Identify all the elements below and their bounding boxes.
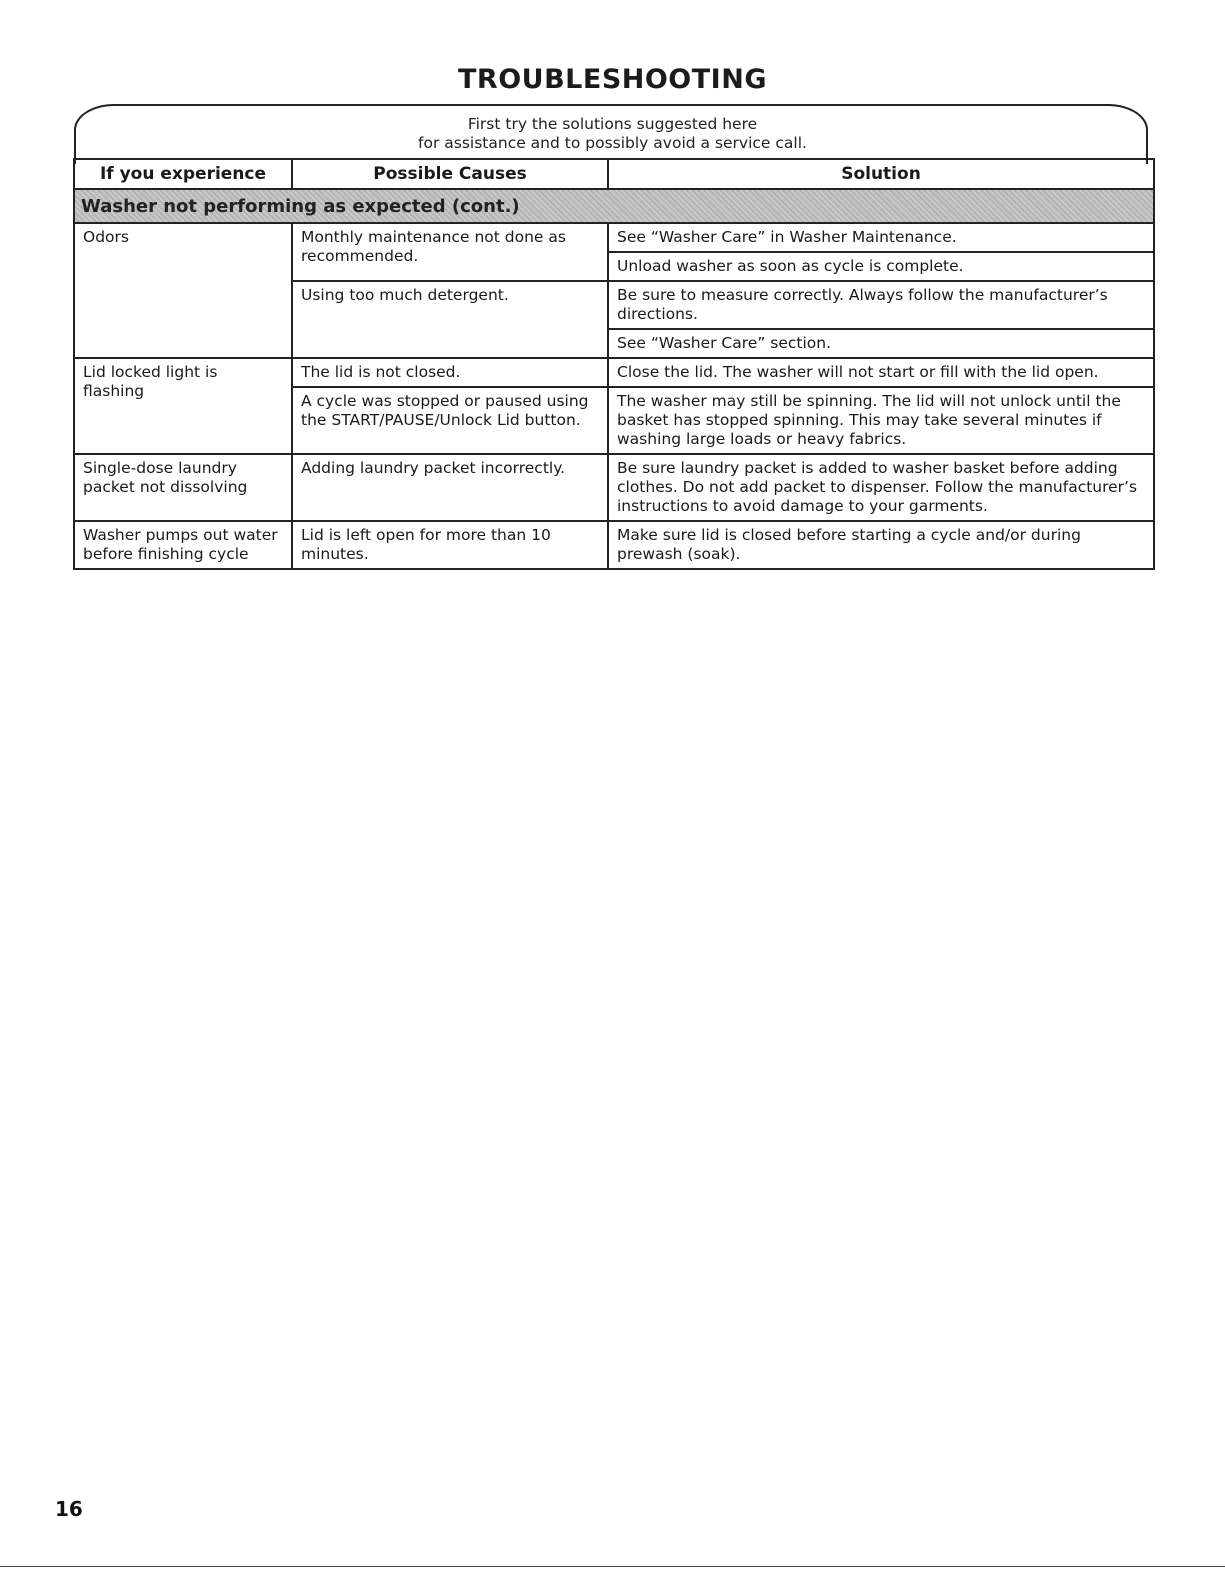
cause-cell: A cycle was stopped or paused using the START/PAUSE/Unlock Lid button. bbox=[292, 387, 608, 454]
symptom-cell: Odors bbox=[74, 223, 292, 358]
cause-cell: Monthly maintenance not done as recommended. bbox=[292, 223, 608, 281]
table-row bbox=[74, 223, 1154, 252]
solution-cell: See “Washer Care” section. bbox=[608, 329, 1154, 358]
intro-line-2: for assistance and to possibly avoid a service call. bbox=[418, 134, 807, 152]
cause-cell: Adding laundry packet incorrectly. bbox=[292, 454, 608, 521]
header-causes: Possible Causes bbox=[292, 159, 608, 189]
solution-cell: Unload washer as soon as cycle is complete. bbox=[608, 252, 1154, 281]
section-row bbox=[74, 189, 1154, 223]
solution-cell: Be sure to measure correctly. Always follow the manufacturer’s directions. bbox=[608, 281, 1154, 329]
symptom-cell: Single-dose laundry packet not dissolving bbox=[74, 454, 292, 521]
section-title: Washer not performing as expected (cont.) bbox=[74, 189, 1154, 223]
troubleshooting-table bbox=[73, 158, 1155, 570]
symptom-cell: Washer pumps out water before finishing cycle bbox=[74, 521, 292, 569]
cause-cell: Using too much detergent. bbox=[292, 281, 608, 358]
table-row bbox=[74, 358, 1154, 387]
solution-cell: Make sure lid is closed before starting a cycle and/or during prewash (soak). bbox=[608, 521, 1154, 569]
header-solution: Solution bbox=[608, 159, 1154, 189]
page-number: 16 bbox=[55, 1497, 83, 1521]
intro-line-1: First try the solutions suggested here bbox=[467, 115, 758, 133]
header-experience: If you experience bbox=[74, 159, 292, 189]
cause-cell: The lid is not closed. bbox=[292, 358, 608, 387]
solution-cell: The washer may still be spinning. The lid will not unlock until the basket has stopped spinning. This may take several minutes if washing large loads or heavy fabrics. bbox=[608, 387, 1154, 454]
page-bottom-rule bbox=[0, 1566, 1225, 1567]
symptom-cell: Lid locked light is flashing bbox=[74, 358, 292, 454]
page-title: TROUBLESHOOTING bbox=[458, 64, 767, 95]
table-row bbox=[74, 521, 1154, 569]
solution-cell: See “Washer Care” in Washer Maintenance. bbox=[608, 223, 1154, 252]
table-header-row bbox=[74, 159, 1154, 189]
cause-cell: Lid is left open for more than 10 minutes. bbox=[292, 521, 608, 569]
table-row bbox=[74, 454, 1154, 521]
solution-cell: Close the lid. The washer will not start or fill with the lid open. bbox=[608, 358, 1154, 387]
solution-cell: Be sure laundry packet is added to washer basket before adding clothes. Do not add packet to dispenser. Follow the manufacturer’s instructions to avoid damage to your garments. bbox=[608, 454, 1154, 521]
